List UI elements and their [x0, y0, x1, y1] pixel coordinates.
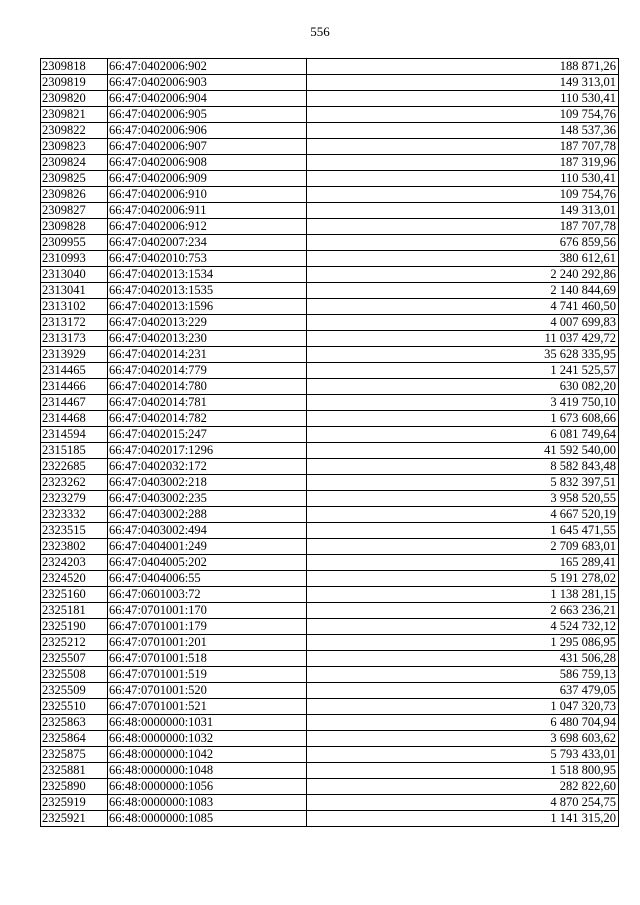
cadastral-value-cell: 11 037 429,72: [307, 331, 619, 347]
record-id-cell: 2313041: [41, 283, 108, 299]
cadastral-number-cell: 66:47:0402014:780: [108, 379, 307, 395]
cadastral-value-cell: 4 524 732,12: [307, 619, 619, 635]
record-id-cell: 2322685: [41, 459, 108, 475]
cadastral-value-cell: 431 506,28: [307, 651, 619, 667]
cadastral-value-cell: 1 138 281,15: [307, 587, 619, 603]
cadastral-number-cell: 66:47:0402006:904: [108, 91, 307, 107]
table-row: [41, 75, 619, 91]
cadastral-value-cell: 380 612,61: [307, 251, 619, 267]
record-id-cell: 2325921: [41, 811, 108, 827]
cadastral-number-cell: 66:47:0402014:779: [108, 363, 307, 379]
record-id-cell: 2325181: [41, 603, 108, 619]
record-id-cell: 2324203: [41, 555, 108, 571]
record-id-cell: 2314594: [41, 427, 108, 443]
cadastral-number-cell: 66:47:0402010:753: [108, 251, 307, 267]
record-id-cell: 2309819: [41, 75, 108, 91]
cadastral-number-cell: 66:47:0402006:903: [108, 75, 307, 91]
cadastral-number-cell: 66:47:0701001:519: [108, 667, 307, 683]
cadastral-number-cell: 66:47:0402013:1535: [108, 283, 307, 299]
table-row: [41, 763, 619, 779]
cadastral-value-cell: 3 958 520,55: [307, 491, 619, 507]
record-id-cell: 2309825: [41, 171, 108, 187]
cadastral-number-cell: 66:47:0402015:247: [108, 427, 307, 443]
table-row: [41, 267, 619, 283]
cadastral-value-cell: 4 667 520,19: [307, 507, 619, 523]
cadastral-number-cell: 66:47:0601003:72: [108, 587, 307, 603]
cadastral-number-cell: 66:47:0402014:781: [108, 395, 307, 411]
table-row: [41, 155, 619, 171]
cadastral-number-cell: 66:48:0000000:1056: [108, 779, 307, 795]
cadastral-number-cell: 66:48:0000000:1042: [108, 747, 307, 763]
cadastral-number-cell: 66:47:0402013:1534: [108, 267, 307, 283]
cadastral-value-cell: 110 530,41: [307, 91, 619, 107]
table-row: [41, 123, 619, 139]
table-row: [41, 427, 619, 443]
table-row: [41, 651, 619, 667]
cadastral-number-cell: 66:47:0403002:218: [108, 475, 307, 491]
table-body: [41, 59, 619, 827]
cadastral-value-cell: 282 822,60: [307, 779, 619, 795]
cadastral-value-cell: 1 673 608,66: [307, 411, 619, 427]
cadastral-number-cell: 66:47:0402013:229: [108, 315, 307, 331]
table-row: [41, 507, 619, 523]
cadastral-value-cell: 586 759,13: [307, 667, 619, 683]
cadastral-value-cell: 149 313,01: [307, 75, 619, 91]
record-id-cell: 2309826: [41, 187, 108, 203]
table-row: [41, 587, 619, 603]
table-row: [41, 715, 619, 731]
table-row: [41, 667, 619, 683]
cadastral-value-cell: 5 793 433,01: [307, 747, 619, 763]
record-id-cell: 2310993: [41, 251, 108, 267]
cadastral-value-cell: 1 645 471,55: [307, 523, 619, 539]
record-id-cell: 2325212: [41, 635, 108, 651]
table-row: [41, 379, 619, 395]
table-row: [41, 171, 619, 187]
cadastral-number-cell: 66:47:0402006:902: [108, 59, 307, 75]
record-id-cell: 2323515: [41, 523, 108, 539]
cadastral-value-cell: 1 141 315,20: [307, 811, 619, 827]
cadastral-number-cell: 66:47:0402014:231: [108, 347, 307, 363]
cadastral-value-cell: 6 081 749,64: [307, 427, 619, 443]
record-id-cell: 2314465: [41, 363, 108, 379]
cadastral-number-cell: 66:47:0701001:518: [108, 651, 307, 667]
cadastral-number-cell: 66:47:0404006:55: [108, 571, 307, 587]
cadastral-value-cell: 110 530,41: [307, 171, 619, 187]
cadastral-number-cell: 66:47:0402006:911: [108, 203, 307, 219]
table-row: [41, 347, 619, 363]
record-id-cell: 2309827: [41, 203, 108, 219]
table-row: [41, 635, 619, 651]
table-row: [41, 571, 619, 587]
table-row: [41, 795, 619, 811]
table-row: [41, 139, 619, 155]
record-id-cell: 2325919: [41, 795, 108, 811]
cadastral-number-cell: 66:47:0404001:249: [108, 539, 307, 555]
cadastral-number-cell: 66:47:0701001:179: [108, 619, 307, 635]
cadastral-value-table: [40, 58, 619, 827]
table-row: [41, 603, 619, 619]
table-row: [41, 395, 619, 411]
cadastral-number-cell: 66:47:0402006:909: [108, 171, 307, 187]
table-row: [41, 411, 619, 427]
record-id-cell: 2323332: [41, 507, 108, 523]
record-id-cell: 2314467: [41, 395, 108, 411]
record-id-cell: 2323279: [41, 491, 108, 507]
table-row: [41, 619, 619, 635]
cadastral-value-cell: 35 628 335,95: [307, 347, 619, 363]
record-id-cell: 2323262: [41, 475, 108, 491]
cadastral-value-cell: 5 832 397,51: [307, 475, 619, 491]
record-id-cell: 2325510: [41, 699, 108, 715]
table-row: [41, 475, 619, 491]
record-id-cell: 2325875: [41, 747, 108, 763]
cadastral-number-cell: 66:47:0403002:235: [108, 491, 307, 507]
table-row: [41, 187, 619, 203]
cadastral-value-cell: 165 289,41: [307, 555, 619, 571]
record-id-cell: 2314468: [41, 411, 108, 427]
cadastral-value-cell: 2 240 292,86: [307, 267, 619, 283]
cadastral-number-cell: 66:47:0701001:520: [108, 683, 307, 699]
table-row: [41, 299, 619, 315]
table-row: [41, 699, 619, 715]
cadastral-number-cell: 66:47:0701001:201: [108, 635, 307, 651]
cadastral-value-cell: 41 592 540,00: [307, 443, 619, 459]
cadastral-value-cell: 148 537,36: [307, 123, 619, 139]
record-id-cell: 2325864: [41, 731, 108, 747]
cadastral-value-cell: 187 319,96: [307, 155, 619, 171]
table-row: [41, 59, 619, 75]
record-id-cell: 2309955: [41, 235, 108, 251]
record-id-cell: 2313173: [41, 331, 108, 347]
cadastral-number-cell: 66:47:0701001:170: [108, 603, 307, 619]
record-id-cell: 2313102: [41, 299, 108, 315]
table-row: [41, 235, 619, 251]
page-number: 556: [310, 24, 330, 39]
cadastral-number-cell: 66:47:0402017:1296: [108, 443, 307, 459]
cadastral-number-cell: 66:48:0000000:1031: [108, 715, 307, 731]
cadastral-value-cell: 2 709 683,01: [307, 539, 619, 555]
table-row: [41, 539, 619, 555]
cadastral-number-cell: 66:47:0402006:907: [108, 139, 307, 155]
record-id-cell: 2325507: [41, 651, 108, 667]
cadastral-number-cell: 66:48:0000000:1048: [108, 763, 307, 779]
record-id-cell: 2325890: [41, 779, 108, 795]
cadastral-number-cell: 66:47:0402014:782: [108, 411, 307, 427]
cadastral-value-cell: 1 241 525,57: [307, 363, 619, 379]
cadastral-number-cell: 66:47:0402006:910: [108, 187, 307, 203]
record-id-cell: 2309822: [41, 123, 108, 139]
record-id-cell: 2309818: [41, 59, 108, 75]
table-row: [41, 315, 619, 331]
cadastral-number-cell: 66:47:0403002:288: [108, 507, 307, 523]
table-row: [41, 747, 619, 763]
record-id-cell: 2309828: [41, 219, 108, 235]
record-id-cell: 2325509: [41, 683, 108, 699]
table-row: [41, 203, 619, 219]
cadastral-value-cell: 149 313,01: [307, 203, 619, 219]
cadastral-number-cell: 66:48:0000000:1083: [108, 795, 307, 811]
table-row: [41, 811, 619, 827]
cadastral-value-cell: 4 741 460,50: [307, 299, 619, 315]
cadastral-value-cell: 109 754,76: [307, 187, 619, 203]
cadastral-value-cell: 676 859,56: [307, 235, 619, 251]
cadastral-number-cell: 66:47:0402006:908: [108, 155, 307, 171]
record-id-cell: 2313040: [41, 267, 108, 283]
cadastral-value-cell: 188 871,26: [307, 59, 619, 75]
record-id-cell: 2309824: [41, 155, 108, 171]
cadastral-number-cell: 66:47:0402006:906: [108, 123, 307, 139]
record-id-cell: 2324520: [41, 571, 108, 587]
table-row: [41, 107, 619, 123]
record-id-cell: 2315185: [41, 443, 108, 459]
record-id-cell: 2309821: [41, 107, 108, 123]
cadastral-value-cell: 4 870 254,75: [307, 795, 619, 811]
table-row: [41, 251, 619, 267]
cadastral-number-cell: 66:47:0403002:494: [108, 523, 307, 539]
table-row: [41, 491, 619, 507]
record-id-cell: 2309823: [41, 139, 108, 155]
table-row: [41, 91, 619, 107]
table-row: [41, 683, 619, 699]
record-id-cell: 2314466: [41, 379, 108, 395]
cadastral-value-cell: 637 479,05: [307, 683, 619, 699]
table-row: [41, 523, 619, 539]
cadastral-number-cell: 66:47:0402013:1596: [108, 299, 307, 315]
table-row: [41, 363, 619, 379]
cadastral-value-cell: 109 754,76: [307, 107, 619, 123]
cadastral-number-cell: 66:47:0404005:202: [108, 555, 307, 571]
record-id-cell: 2313929: [41, 347, 108, 363]
record-id-cell: 2325508: [41, 667, 108, 683]
cadastral-value-cell: 630 082,20: [307, 379, 619, 395]
record-id-cell: 2323802: [41, 539, 108, 555]
table-row: [41, 555, 619, 571]
cadastral-value-cell: 6 480 704,94: [307, 715, 619, 731]
cadastral-number-cell: 66:47:0402006:912: [108, 219, 307, 235]
cadastral-value-cell: 4 007 699,83: [307, 315, 619, 331]
cadastral-number-cell: 66:47:0701001:521: [108, 699, 307, 715]
cadastral-value-cell: 1 518 800,95: [307, 763, 619, 779]
cadastral-value-cell: 8 582 843,48: [307, 459, 619, 475]
table-row: [41, 459, 619, 475]
cadastral-value-cell: 1 047 320,73: [307, 699, 619, 715]
cadastral-number-cell: 66:47:0402013:230: [108, 331, 307, 347]
table-row: [41, 331, 619, 347]
cadastral-value-cell: 5 191 278,02: [307, 571, 619, 587]
record-id-cell: 2325160: [41, 587, 108, 603]
table-row: [41, 219, 619, 235]
cadastral-number-cell: 66:47:0402032:172: [108, 459, 307, 475]
record-id-cell: 2325863: [41, 715, 108, 731]
cadastral-number-cell: 66:48:0000000:1085: [108, 811, 307, 827]
cadastral-value-cell: 3 419 750,10: [307, 395, 619, 411]
cadastral-value-cell: 1 295 086,95: [307, 635, 619, 651]
cadastral-value-cell: 2 140 844,69: [307, 283, 619, 299]
record-id-cell: 2325881: [41, 763, 108, 779]
table-row: [41, 779, 619, 795]
cadastral-number-cell: 66:47:0402007:234: [108, 235, 307, 251]
record-id-cell: 2325190: [41, 619, 108, 635]
cadastral-number-cell: 66:48:0000000:1032: [108, 731, 307, 747]
table-row: [41, 731, 619, 747]
table-row: [41, 443, 619, 459]
cadastral-value-cell: 187 707,78: [307, 219, 619, 235]
cadastral-number-cell: 66:47:0402006:905: [108, 107, 307, 123]
cadastral-value-cell: 2 663 236,21: [307, 603, 619, 619]
cadastral-value-cell: 187 707,78: [307, 139, 619, 155]
table-row: [41, 283, 619, 299]
record-id-cell: 2313172: [41, 315, 108, 331]
record-id-cell: 2309820: [41, 91, 108, 107]
cadastral-value-cell: 3 698 603,62: [307, 731, 619, 747]
